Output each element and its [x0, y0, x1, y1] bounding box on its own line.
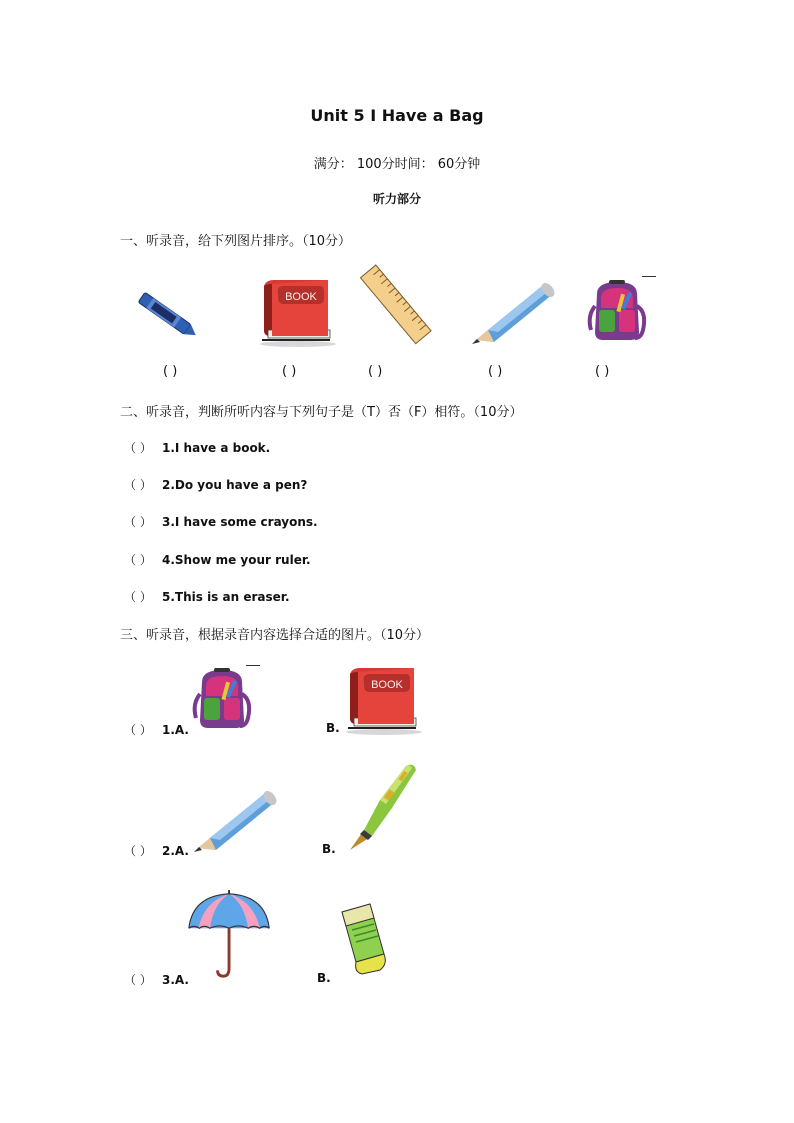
book-icon — [258, 280, 338, 348]
option-b-label: B. — [326, 721, 340, 735]
section2-heading: 二、听录音，判断所听内容与下列句子是（T）否（F）相符。（10分） — [120, 405, 523, 420]
fountain-pen-icon — [340, 764, 420, 854]
book-icon — [344, 668, 424, 736]
choice-answer-paren[interactable]: （ ） — [124, 723, 152, 737]
answer-paren-2[interactable]: ( ) — [282, 364, 297, 379]
tf-sentence: 5.This is an eraser. — [162, 590, 290, 604]
stray-mark — [642, 276, 656, 277]
tf-sentence: 4.Show me your ruler. — [162, 553, 311, 567]
tf-item — [124, 551, 311, 568]
option-a-label: 2.A. — [162, 844, 189, 858]
tf-item — [124, 588, 290, 605]
option-b-label: B. — [322, 842, 336, 856]
stray-mark — [246, 665, 260, 666]
umbrella-icon — [187, 890, 273, 980]
tf-answer-paren[interactable]: （ ） — [124, 515, 152, 529]
backpack-icon — [190, 668, 252, 730]
tf-answer-paren[interactable]: （ ） — [124, 553, 152, 567]
choice-item-1 — [124, 721, 189, 738]
tf-sentence: 1.I have a book. — [162, 441, 271, 455]
choice-answer-paren[interactable]: （ ） — [124, 973, 152, 987]
eraser-icon — [336, 904, 390, 976]
answer-paren-5[interactable]: ( ) — [595, 364, 610, 379]
tf-item — [124, 439, 270, 456]
score-time-line: 满分： 100分时间： 60分钟 — [313, 157, 481, 172]
answer-paren-1[interactable]: ( ) — [163, 364, 178, 379]
tf-answer-paren[interactable]: （ ） — [124, 441, 152, 455]
section3-heading: 三、听录音，根据录音内容选择合适的图片。（10分） — [120, 628, 430, 643]
pencil-icon — [472, 280, 554, 346]
crayon-icon — [132, 290, 202, 340]
pencil-icon — [194, 788, 276, 854]
section1-heading: 一、听录音，给下列图片排序。（10分） — [120, 234, 352, 249]
tf-item — [124, 476, 307, 493]
tf-sentence: 2.Do you have a pen? — [162, 478, 308, 492]
answer-paren-4[interactable]: ( ) — [488, 364, 503, 379]
page-title: Unit 5 I Have a Bag — [310, 106, 484, 125]
option-b-label: B. — [317, 971, 331, 985]
choice-answer-paren[interactable]: （ ） — [124, 844, 152, 858]
choice-item-2 — [124, 842, 189, 859]
tf-sentence: 3.I have some crayons. — [162, 515, 318, 529]
answer-paren-3[interactable]: ( ) — [368, 364, 383, 379]
option-a-label: 3.A. — [162, 973, 189, 987]
backpack-icon — [585, 280, 647, 342]
tf-answer-paren[interactable]: （ ） — [124, 590, 152, 604]
tf-item — [124, 513, 318, 530]
ruler-icon — [362, 268, 428, 342]
choice-item-3 — [124, 971, 189, 988]
listening-part-heading: 听力部分 — [372, 192, 421, 206]
tf-answer-paren[interactable]: （ ） — [124, 478, 152, 492]
option-a-label: 1.A. — [162, 723, 189, 737]
